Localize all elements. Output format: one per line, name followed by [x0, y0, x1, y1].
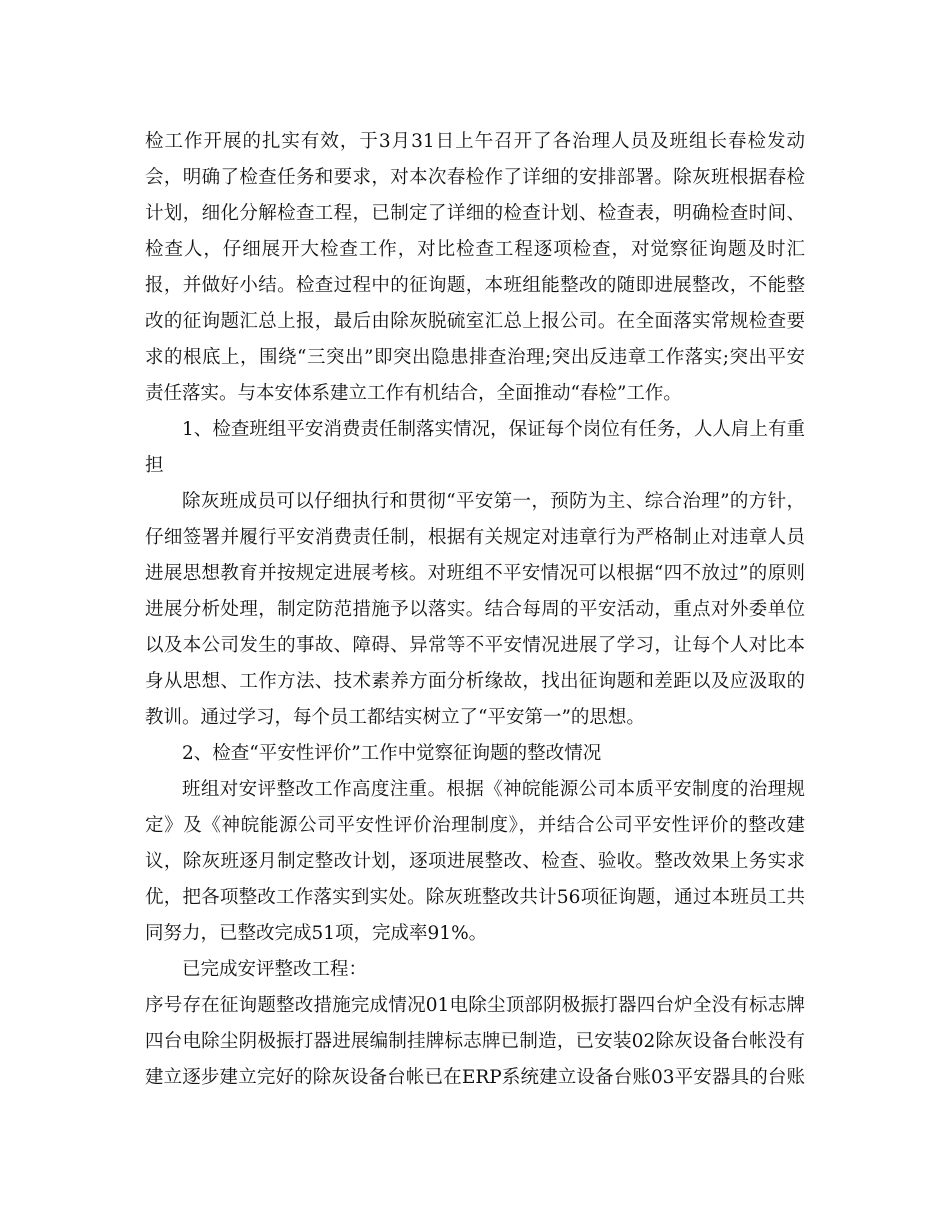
text-line: 责任落实。与本安体系建立工作有机结合，全面推动“春检”工作。 — [145, 383, 682, 404]
text-line: 四台电除尘阴极振打器进展编制挂牌标志牌已制造，已安装02除灰设备台帐没有 — [145, 1031, 805, 1052]
text-line: 报，并做好小结。检查过程中的征询题，本班组能整改的随即进展整改，不能整 — [145, 275, 805, 296]
text-line: 求的根底上，围绕“三突出”即突出隐患排查治理;突出反违章工作落实;突出平安 — [145, 347, 805, 368]
text-line: 同努力，已整改完成51项，完成率91%。 — [145, 923, 488, 944]
text-line: 议，除灰班逐月制定整改计划，逐项进展整改、检查、验收。整改效果上务实求 — [145, 851, 805, 872]
text-line: 建立逐步建立完好的除灰设备台帐已在ERP系统建立设备台账03平安器具的台账 — [145, 1067, 805, 1088]
text-line: 计划，细化分解检查工程，已制定了详细的检查计划、检查表，明确检查时间、 — [145, 203, 805, 224]
text-line: 进展思想教育并按规定进展考核。对班组不平安情况可以根据“四不放过”的原则 — [145, 563, 805, 584]
text-line: 仔细签署并履行平安消费责任制，根据有关规定对违章行为严格制止对违章人员 — [145, 527, 805, 548]
text-line: 身从思想、工作方法、技术素养方面分析缘故，找出征询题和差距以及应汲取的 — [145, 671, 805, 692]
text-line: 进展分析处理，制定防范措施予以落实。结合每周的平安活动，重点对外委单位 — [145, 599, 805, 620]
text-line: 以及本公司发生的事故、障碍、异常等不平安情况进展了学习，让每个人对比本 — [145, 635, 805, 656]
section-heading-1: 1、检查班组平安消费责任制落实情况，保证每个岗位有任务，人人肩上有重 — [182, 419, 805, 440]
text-line: 教训。通过学习，每个员工都结实树立了“平安第一”的思想。 — [145, 707, 645, 728]
text-line: 检工作开展的扎实有效，于3月31日上午召开了各治理人员及班组长春检发动 — [145, 131, 805, 152]
text-line: 除灰班成员可以仔细执行和贯彻“平安第一，预防为主、综合治理”的方针， — [182, 491, 805, 512]
section-heading-1-continued: 担 — [145, 455, 164, 476]
text-line: 改的征询题汇总上报，最后由除灰脱硫室汇总上报公司。在全面落实常规检查要 — [145, 311, 805, 332]
section-heading-2: 2、检查“平安性评价”工作中觉察征询题的整改情况 — [182, 743, 602, 764]
subsection-label: 已完成安评整改工程： — [182, 959, 368, 980]
text-line: 会，明确了检查任务和要求，对本次春检作了详细的安排部署。除灰班根据春检 — [145, 167, 805, 188]
text-line: 班组对安评整改工作高度注重。根据《神皖能源公司本质平安制度的治理规 — [182, 779, 805, 800]
text-line: 检查人，仔细展开大检查工作，对比检查工程逐项检查，对觉察征询题及时汇 — [145, 239, 805, 260]
text-line: 定》及《神皖能源公司平安性评价治理制度》，并结合公司平安性评价的整改建 — [145, 815, 805, 836]
text-line: 序号存在征询题整改措施完成情况01电除尘顶部阴极振打器四台炉全没有标志牌 — [145, 995, 805, 1016]
text-line: 优，把各项整改工作落实到实处。除灰班整改共计56项征询题，通过本班员工共 — [145, 887, 805, 908]
